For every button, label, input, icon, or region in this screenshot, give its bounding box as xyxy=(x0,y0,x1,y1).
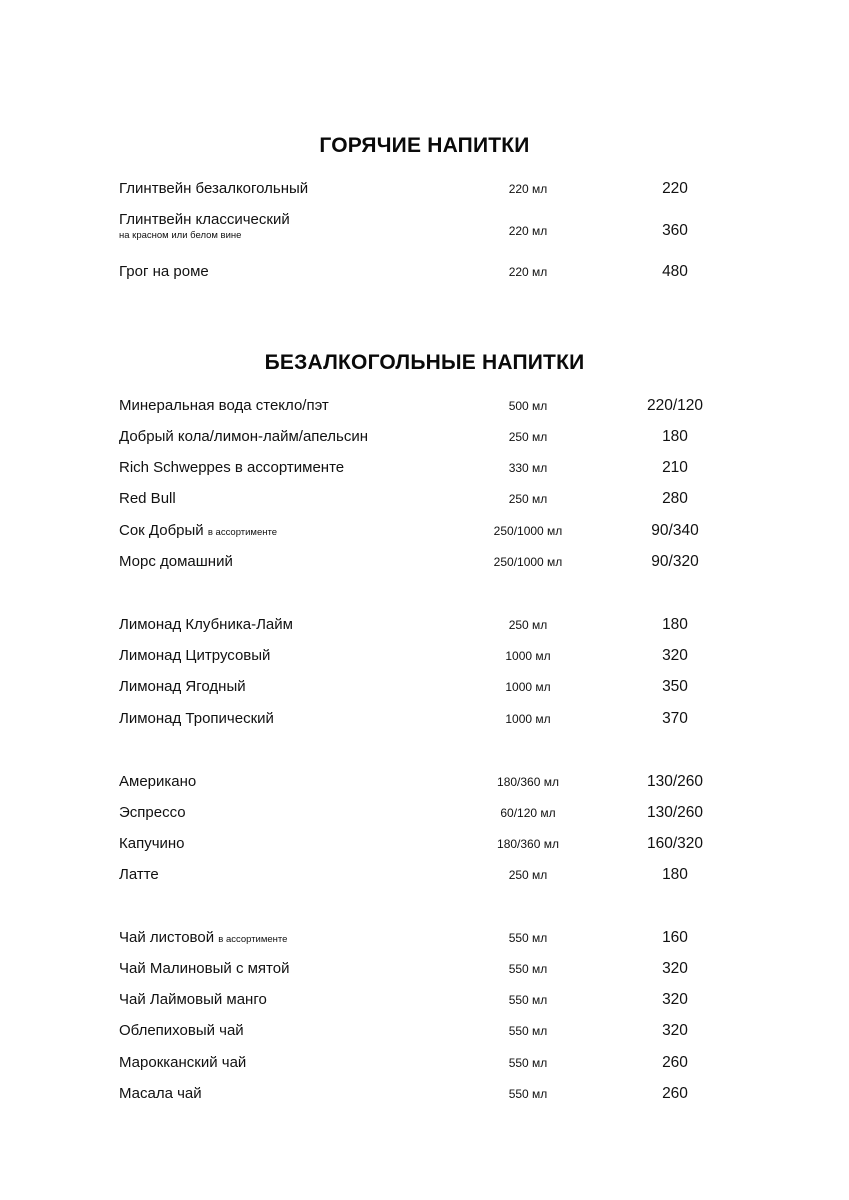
menu-item xyxy=(0,675,849,699)
item-price: 160/320 xyxy=(646,835,704,852)
item-price: 180 xyxy=(662,866,688,883)
item-name: Лимонад Тропический xyxy=(119,710,274,727)
item-name: Лимонад Ягодный xyxy=(119,678,246,695)
menu-item xyxy=(0,425,849,449)
item-price: 320 xyxy=(662,647,688,664)
item-name: Морс домашний xyxy=(119,553,233,570)
item-volume: 550 мл xyxy=(508,1056,548,1070)
item-name: Чай листовой xyxy=(119,929,215,946)
menu-item xyxy=(0,801,849,825)
item-note: на красном или белом вине xyxy=(119,230,242,241)
item-volume: 1000 мл xyxy=(505,680,551,694)
item-volume: 250 мл xyxy=(508,868,548,882)
item-volume: 250 мл xyxy=(508,430,548,444)
item-name-block xyxy=(119,211,290,243)
item-volume: 180/360 мл xyxy=(497,837,559,851)
item-name: Облепиховый чай xyxy=(119,1022,244,1039)
item-price: 320 xyxy=(662,960,688,977)
menu-item xyxy=(0,519,849,543)
item-price: 130/260 xyxy=(646,804,704,821)
menu-item xyxy=(0,832,849,856)
item-price: 210 xyxy=(662,459,688,476)
item-name: Латте xyxy=(119,866,159,883)
item-name: Марокканский чай xyxy=(119,1054,247,1071)
item-price: 180 xyxy=(662,428,688,445)
item-name: Лимонад Клубника-Лайм xyxy=(119,616,293,633)
item-volume: 250 мл xyxy=(508,618,548,632)
menu-item xyxy=(0,211,849,251)
menu-item xyxy=(0,394,849,418)
item-price: 130/260 xyxy=(646,773,704,790)
item-name: Добрый кола/лимон-лайм/апельсин xyxy=(119,428,368,445)
item-volume: 1000 мл xyxy=(505,649,551,663)
item-volume: 550 мл xyxy=(508,962,548,976)
item-name: Сок Добрый xyxy=(119,522,204,539)
item-volume: 220 мл xyxy=(508,182,548,196)
item-name: Глинтвейн классический xyxy=(119,211,290,228)
item-name: Red Bull xyxy=(119,490,176,507)
item-volume: 60/120 мл xyxy=(500,806,556,820)
item-volume: 550 мл xyxy=(508,1087,548,1101)
section-title-soft-drinks: БЕЗАЛКОГОЛЬНЫЕ НАПИТКИ xyxy=(264,351,585,374)
item-name: Глинтвейн безалкогольный xyxy=(119,180,309,197)
item-price: 320 xyxy=(662,991,688,1008)
item-volume: 250/1000 мл xyxy=(493,524,563,538)
item-price: 280 xyxy=(662,490,688,507)
item-price: 90/340 xyxy=(651,522,699,539)
item-note: в ассортименте xyxy=(218,934,288,945)
item-volume: 330 мл xyxy=(508,461,548,475)
item-volume: 250 мл xyxy=(508,492,548,506)
item-name-block xyxy=(119,519,277,545)
item-name: Минеральная вода стекло/пэт xyxy=(119,397,329,414)
menu-item xyxy=(0,644,849,668)
item-volume: 180/360 мл xyxy=(497,775,559,789)
menu-item xyxy=(0,177,849,201)
item-price: 220 xyxy=(662,180,688,197)
item-name: Капучино xyxy=(119,835,185,852)
menu-item xyxy=(0,770,849,794)
item-name: Rich Schweppes в ассортименте xyxy=(119,459,345,476)
menu-item xyxy=(0,456,849,480)
item-name: Чай Малиновый с мятой xyxy=(119,960,290,977)
menu-item xyxy=(0,926,849,950)
item-name: Лимонад Цитрусовый xyxy=(119,647,271,664)
item-name-block xyxy=(119,926,287,952)
item-volume: 550 мл xyxy=(508,993,548,1007)
item-price: 180 xyxy=(662,616,688,633)
menu-item xyxy=(0,1051,849,1075)
item-name: Эспрессо xyxy=(119,804,186,821)
item-price: 160 xyxy=(662,929,688,946)
menu-item xyxy=(0,1082,849,1106)
item-note: в ассортименте xyxy=(207,527,278,538)
item-volume: 550 мл xyxy=(508,931,548,945)
item-volume: 220 мл xyxy=(508,265,548,279)
item-name: Масала чай xyxy=(119,1085,202,1102)
item-price: 480 xyxy=(662,263,688,280)
menu-item xyxy=(0,707,849,731)
item-price: 90/320 xyxy=(651,553,699,570)
item-name: Американо xyxy=(119,773,197,790)
item-price: 370 xyxy=(662,710,688,727)
section-title-hot-drinks: ГОРЯЧИЕ НАПИТКИ xyxy=(319,134,530,157)
item-name: Чай Лаймовый манго xyxy=(119,991,267,1008)
menu-item xyxy=(0,957,849,981)
item-price: 320 xyxy=(662,1022,688,1039)
item-volume: 1000 мл xyxy=(505,712,551,726)
item-name: Грог на роме xyxy=(119,263,209,280)
item-price: 360 xyxy=(662,222,688,239)
menu-item xyxy=(0,988,849,1012)
item-price: 220/120 xyxy=(646,397,704,414)
item-price: 350 xyxy=(662,678,688,695)
item-price: 260 xyxy=(662,1085,688,1102)
menu-item xyxy=(0,487,849,511)
menu-item xyxy=(0,550,849,574)
item-volume: 250/1000 мл xyxy=(493,555,563,569)
item-volume: 500 мл xyxy=(508,399,548,413)
menu-item xyxy=(0,260,849,284)
item-price: 260 xyxy=(662,1054,688,1071)
menu-item xyxy=(0,613,849,637)
menu-item xyxy=(0,1019,849,1043)
menu-item xyxy=(0,863,849,887)
item-volume: 220 мл xyxy=(508,224,548,238)
item-volume: 550 мл xyxy=(508,1024,548,1038)
